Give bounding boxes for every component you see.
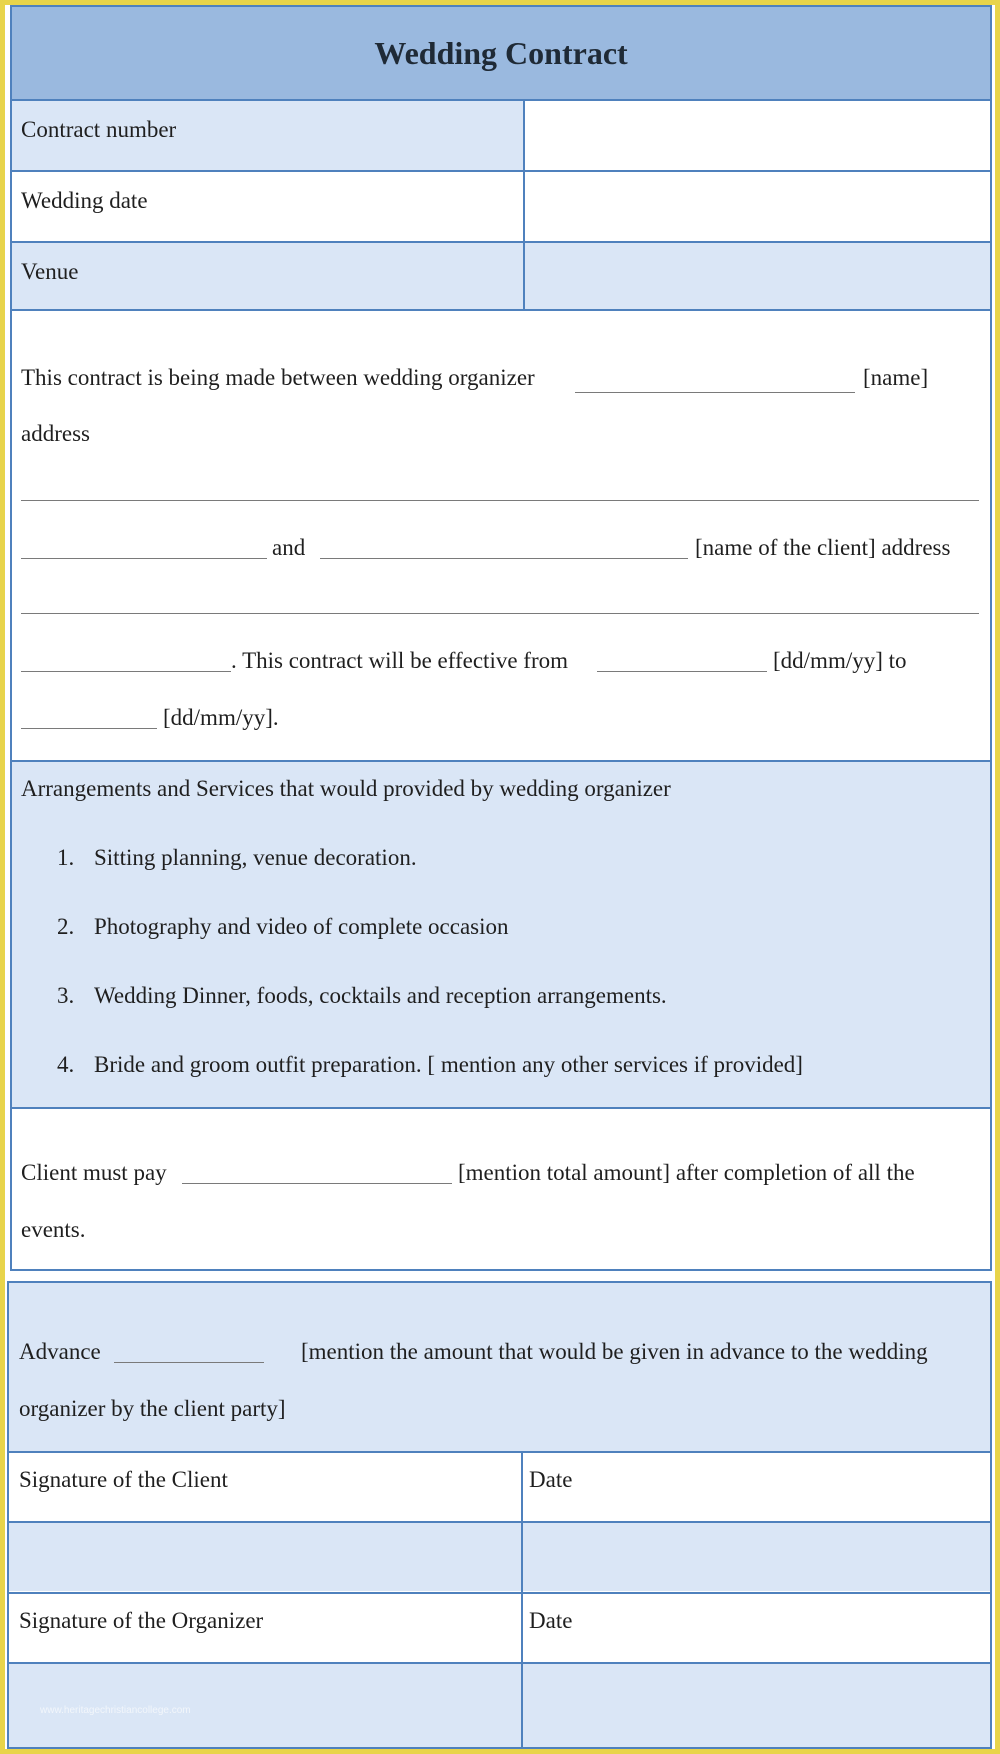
venue-field[interactable] xyxy=(525,243,990,311)
contract-page xyxy=(5,5,995,1749)
advance-section xyxy=(9,1283,990,1451)
intro-line4-mid: . This contract will be effective from xyxy=(231,648,569,673)
client-address-blank[interactable] xyxy=(21,671,231,672)
intro-line5-end: [dd/mm/yy]. xyxy=(163,705,279,730)
intro-line4-end: [dd/mm/yy] to xyxy=(773,648,907,673)
advance-line1-start: Advance xyxy=(19,1339,101,1364)
client-signature-field[interactable] xyxy=(9,1523,521,1591)
list-item-number: 1. xyxy=(57,845,75,870)
intro-line1-start: This contract is being made between wedding organizer xyxy=(21,365,535,390)
divider xyxy=(9,1592,990,1594)
advance-line1-end: [mention the amount that would be given in advance to the wedding xyxy=(301,1339,928,1364)
client-date-field[interactable] xyxy=(523,1523,990,1591)
contract-number-label: Contract number xyxy=(21,117,177,142)
organizer-name-blank[interactable] xyxy=(575,392,855,393)
divider xyxy=(9,1451,990,1453)
list-item-number: 4. xyxy=(57,1052,75,1077)
list-item: Wedding Dinner, foods, cocktails and reception arrangements. xyxy=(94,983,667,1008)
intro-line3-and: and xyxy=(272,535,306,560)
list-item-number: 3. xyxy=(57,983,75,1008)
wedding-date-label: Wedding date xyxy=(21,188,148,213)
watermark: www.heritagechristiancollege.com xyxy=(40,1705,191,1716)
effective-to-blank[interactable] xyxy=(21,728,157,729)
organizer-address-line[interactable] xyxy=(21,500,979,501)
list-item: Bride and groom outfit preparation. [ mention any other services if provided] xyxy=(94,1052,803,1077)
total-amount-blank[interactable] xyxy=(182,1183,452,1184)
venue-label-cell xyxy=(12,243,523,311)
effective-from-blank[interactable] xyxy=(597,671,767,672)
client-name-blank[interactable] xyxy=(320,558,688,559)
contract-number-field[interactable] xyxy=(525,101,990,170)
advance-amount-blank[interactable] xyxy=(114,1362,264,1363)
intro-line2: address xyxy=(21,421,90,446)
list-item: Sitting planning, venue decoration. xyxy=(94,845,417,870)
column-divider xyxy=(521,1451,523,1747)
client-date-label: Date xyxy=(529,1467,573,1492)
client-address-line[interactable] xyxy=(21,613,979,614)
divider xyxy=(12,760,990,762)
column-divider xyxy=(523,99,525,311)
venue-label: Venue xyxy=(21,259,79,284)
intro-line1-end: [name] xyxy=(863,365,929,390)
client-signature-label: Signature of the Client xyxy=(19,1467,228,1492)
organizer-signature-label: Signature of the Organizer xyxy=(19,1608,264,1633)
organizer-address-blank[interactable] xyxy=(21,558,267,559)
list-item: Photography and video of complete occasion xyxy=(94,914,509,939)
wedding-date-field[interactable] xyxy=(525,172,990,241)
organizer-date-label: Date xyxy=(529,1608,573,1633)
payment-line1-start: Client must pay xyxy=(21,1160,167,1185)
payment-line1-end: [mention total amount] after completion of all the xyxy=(458,1160,915,1185)
intro-line3-end: [name of the client] address xyxy=(695,535,951,560)
divider xyxy=(12,1107,990,1109)
page-title: Wedding Contract xyxy=(12,7,990,99)
list-item-number: 2. xyxy=(57,914,75,939)
organizer-date-field[interactable] xyxy=(523,1664,990,1747)
advance-line2: organizer by the client party] xyxy=(19,1396,286,1421)
services-heading: Arrangements and Services that would provided by wedding organizer xyxy=(21,776,671,801)
payment-line2: events. xyxy=(21,1217,86,1242)
